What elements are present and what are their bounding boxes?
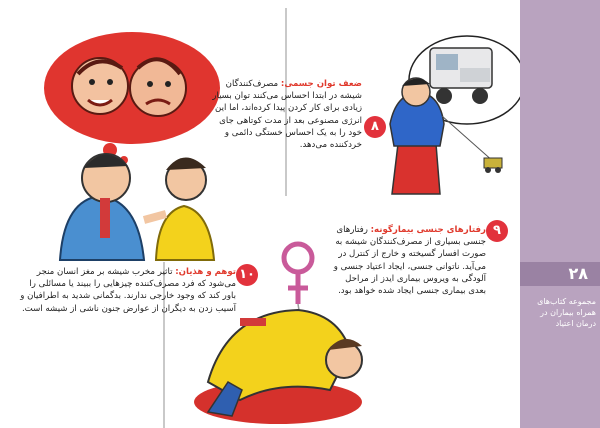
- section-9-number: ۹: [486, 220, 508, 242]
- series-title: مجموعه کتاب‌های همراه بیماران در درمان اعتیاد: [537, 297, 596, 328]
- section-9-heading: رفتارهای جنسی بیمارگونه:: [370, 225, 486, 235]
- page-number: ۲۸: [568, 264, 588, 283]
- section-8-heading: ضعف توان جسمی:: [280, 79, 362, 89]
- section-8-body: مصرف‌کنندگان شیشه در ابتدا احساس می‌کنند توان بسیار زیادی برای کار کردن پیدا کرده‌اند، اما این انرژی مصنوعی بعد از مدت کوتاهی جای خود را به یک احساس خستگی دائمی و خردکننده می‌دهد.: [212, 79, 362, 151]
- section-10-number: ۱۰: [236, 264, 258, 286]
- section-10-heading: توهم و هذیان:: [175, 267, 236, 277]
- section-8-text: [212, 78, 362, 151]
- toy-truck-icon: [484, 158, 502, 168]
- superman-truck-illustration: [372, 24, 522, 194]
- section-8-number: ۸: [364, 116, 386, 138]
- section-9-body: رفتارهای جنسی بسیاری از مصرف‌کنندگان شیشه به صورت افسار گسیخته و خارج از کنترل در می‌آید. ناتوانی جنسی، ایجاد اعتیاد جنسی و آلودگی به ویروس بیماری ایدز از مراحل بعدی بیماری جنسی ایجاد شده خواهد بود.: [333, 225, 486, 297]
- man-on-floor-illustration: [168, 232, 368, 428]
- female-symbol-icon: [284, 244, 312, 272]
- sidebar: [520, 0, 600, 428]
- section-10-body: تاثیر مخرب شیشه بر مغز انسان منجر می‌شود که فرد مصرف‌کننده چیزهایی را ببیند یا مسائلی را باور کند که وجود خارجی ندارند. بدگمانی شدید به اطرافیان و آسیب زدن به دیگران از عوارض جنون ناشی از شیشه است.: [20, 267, 236, 314]
